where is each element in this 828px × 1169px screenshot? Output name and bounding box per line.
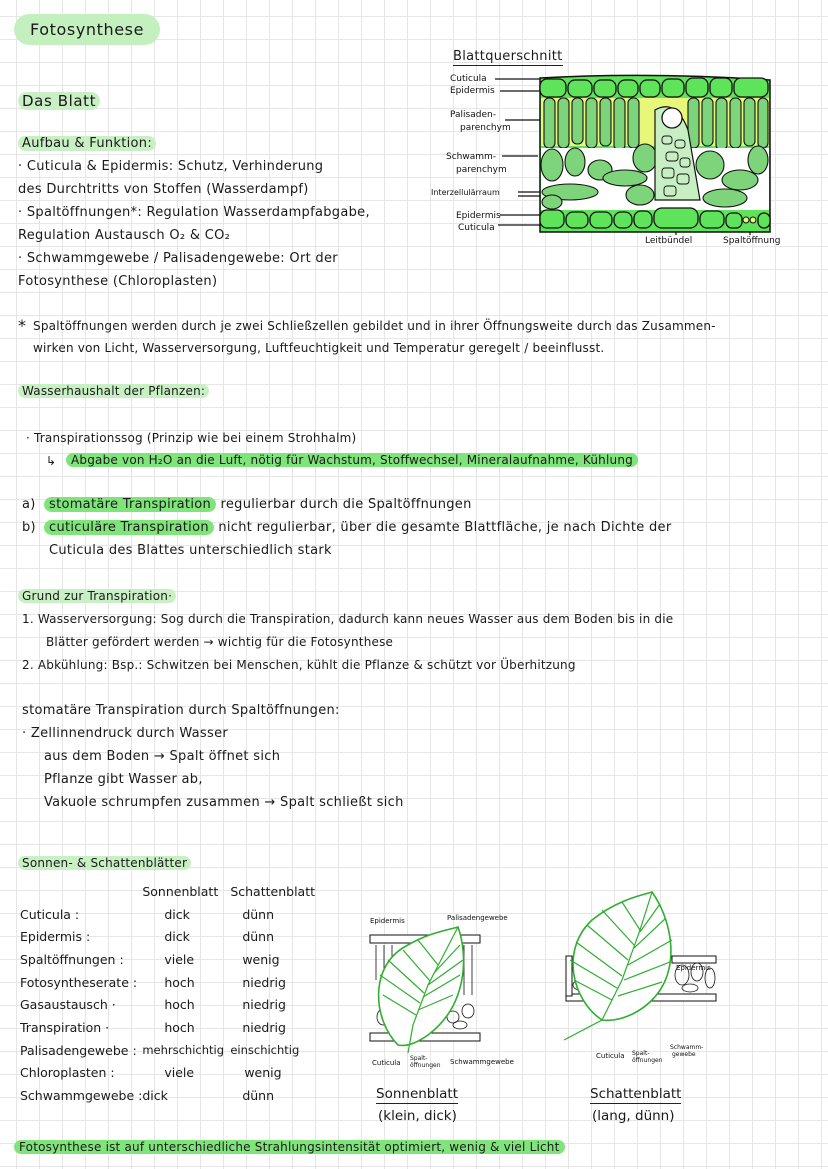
cell-schattenblatt: niedrig	[242, 997, 286, 1013]
table-header-row	[20, 880, 330, 903]
diagram-label: Palisaden-	[450, 110, 496, 120]
highlight-abgabe: Abgabe von H₂O an die Luft, nötig für Wachstum, Stoffwechsel, Mineralaufnahme, Kühlung	[66, 453, 638, 467]
diagram-label: Epidermis	[676, 964, 711, 972]
cell-sonnenblatt: mehrschichtig	[142, 1043, 225, 1058]
item-prefix-b: b)	[22, 520, 36, 535]
text-line: Blätter gefördert werden → wichtig für die Fotosynthese	[46, 635, 394, 649]
diagram-label: gewebe	[672, 1051, 696, 1058]
subheading-aufbau-funktion: Aufbau & Funktion:	[18, 136, 156, 151]
diagram-label: Epidermis	[456, 211, 501, 221]
diagram-label: öffnungen	[410, 1062, 441, 1069]
term-cuticulaere-transpiration: cuticuläre Transpiration	[44, 520, 214, 535]
cell-sonnenblatt: dick	[142, 1088, 168, 1104]
cell-schattenblatt: dünn	[242, 1088, 275, 1104]
row-label: Schwammgewebe :	[20, 1088, 143, 1104]
text-line: Pflanze gibt Wasser ab,	[44, 772, 203, 787]
cell-schattenblatt: niedrig	[242, 1019, 286, 1035]
row-label: Fotosyntheserate :	[20, 974, 138, 990]
shade-leaf-subcaption: (lang, dünn)	[592, 1108, 675, 1124]
section-heading-das-blatt: Das Blatt	[18, 92, 100, 110]
text-line: des Durchtritts von Stoffen (Wasserdampf)	[18, 182, 309, 197]
table-row	[20, 1062, 330, 1085]
cell-sonnenblatt: viele	[164, 951, 195, 967]
cell-sonnenblatt: hoch	[164, 1019, 195, 1035]
diagram-label: Schwamm-	[670, 1044, 704, 1051]
text-line: · Zellinnendruck durch Wasser	[22, 726, 229, 741]
cell-schattenblatt: niedrig	[242, 974, 286, 990]
diagram-label: Spaltöffnung	[723, 236, 781, 246]
table-row	[20, 971, 330, 994]
arrow-icon: ↳	[46, 454, 57, 468]
cell-sonnenblatt: viele	[164, 1065, 195, 1081]
diagram-label: Schwamm-	[446, 152, 497, 162]
diagram-label: Epidermis	[370, 917, 405, 925]
section-heading-stomata: stomatäre Transpiration durch Spaltöffnungen:	[22, 703, 340, 718]
row-label: Spaltöffnungen :	[20, 951, 124, 967]
row-label: Epidermis :	[20, 929, 91, 945]
diagram-label: Cuticula	[372, 1059, 401, 1067]
sun-leaf-subcaption: (klein, dick)	[378, 1108, 457, 1124]
diagram-label: öffnungen	[632, 1057, 663, 1064]
diagram-label: Leitbündel	[645, 236, 693, 246]
sun-leaf-caption: Sonnenblatt	[376, 1086, 458, 1102]
section-heading-wasserhaushalt: Wasserhaushalt der Pflanzen:	[18, 384, 209, 398]
cell-sonnenblatt: dick	[164, 929, 190, 945]
cell-schattenblatt: dünn	[242, 929, 275, 945]
text-line: Regulation Austausch O₂ & CO₂	[18, 228, 231, 243]
cell-sonnenblatt: hoch	[164, 997, 195, 1013]
diagram-label: Cuticula	[450, 74, 487, 84]
diagram-label: parenchym	[456, 165, 507, 175]
cell-schattenblatt: wenig	[242, 951, 280, 967]
row-label: Chloroplasten :	[20, 1065, 115, 1081]
row-label: Gasaustausch ·	[20, 997, 116, 1013]
table-row	[20, 993, 330, 1016]
item-prefix-a: a)	[22, 497, 36, 512]
table-header-cell	[20, 880, 142, 903]
cell-schattenblatt: dünn	[242, 906, 275, 922]
text-line: Fotosynthese (Chloroplasten)	[18, 274, 218, 289]
table-row	[20, 925, 330, 948]
text-line: Vakuole schrumpfen zusammen → Spalt schließt sich	[44, 795, 404, 810]
table-row	[20, 903, 330, 926]
cell-sonnenblatt: dick	[164, 906, 190, 922]
sun-leaf-diagram	[368, 925, 488, 1055]
table-header-cell: Schattenblatt	[230, 883, 316, 899]
text-line: 2. Abkühlung: Bsp.: Schwitzen bei Menschen, kühlt die Pflanze & schützt vor Überhitzung	[22, 658, 576, 672]
footnote-marker: *	[18, 316, 27, 335]
diagram-label: Cuticula	[458, 223, 495, 233]
section-heading-sonnen-schatten: Sonnen- & Schattenblätter	[18, 856, 191, 870]
shade-leaf-caption: Schattenblatt	[590, 1086, 682, 1102]
diagram-label: Spalt-	[632, 1050, 650, 1057]
diagram-label: Interzellulärraum	[431, 188, 500, 197]
table-row	[20, 948, 330, 971]
text-line: 1. Wasserversorgung: Sog durch die Transpiration, dadurch kann neues Wasser aus dem Boden bis in die	[22, 612, 674, 626]
text-line: nicht regulierbar, über die gesamte Blattfläche, je nach Dichte der	[213, 520, 672, 535]
text-line: aus dem Boden → Spalt öffnet sich	[44, 749, 281, 764]
table-row	[20, 1016, 330, 1039]
text-line: · Schwammgewebe / Palisadengewebe: Ort der	[18, 251, 338, 266]
text-line: · Spaltöffnungen*: Regulation Wasserdampfabgabe,	[18, 205, 370, 220]
footnote-line: Spaltöffnungen werden durch je zwei Schließzellen gebildet und in ihrer Öffnungsweite durch das Zusammen-	[33, 319, 716, 333]
diagram-label: Spalt-	[410, 1055, 428, 1062]
table-row	[20, 1039, 330, 1062]
page-title: Fotosynthese	[14, 14, 160, 45]
text-line: · Cuticula & Epidermis: Schutz, Verhinderung	[18, 159, 324, 174]
diagram-label: Cuticula	[596, 1052, 625, 1060]
diagram-label: Epidermis	[450, 86, 495, 96]
diagram-label: Schwammgewebe	[450, 1058, 514, 1066]
diagram-label: parenchym	[460, 123, 511, 133]
text-line: Cuticula des Blattes unterschiedlich stark	[49, 543, 332, 558]
row-label: Cuticula :	[20, 906, 80, 922]
cell-schattenblatt: einschichtig	[230, 1043, 300, 1058]
table-row	[20, 1084, 330, 1107]
section-heading-grund: Grund zur Transpiration·	[18, 589, 176, 603]
row-label: Palisadengewebe :	[20, 1042, 137, 1058]
conclusion-highlight: Fotosynthese ist auf unterschiedliche Strahlungsintensität optimiert, wenig & viel Licht	[14, 1140, 565, 1154]
cell-sonnenblatt: hoch	[164, 974, 195, 990]
footnote-line: wirken von Licht, Wasserversorgung, Luftfeuchtigkeit und Temperatur geregelt / beeinflusst.	[33, 341, 605, 355]
comparison-table	[20, 880, 330, 1107]
cell-schattenblatt: wenig	[244, 1065, 282, 1081]
term-stomataere-transpiration: stomatäre Transpiration	[44, 497, 216, 512]
diagram-title-blattquerschnitt: Blattquerschnitt	[453, 49, 563, 64]
row-label: Transpiration ·	[20, 1019, 110, 1035]
table-header-cell: Sonnenblatt	[142, 883, 219, 899]
bullet-transpirationssog: · Transpirationssog (Prinzip wie bei einem Strohhalm)	[26, 431, 357, 445]
shade-leaf-diagram	[562, 890, 722, 1050]
leaf-cross-section-diagram	[440, 70, 780, 240]
diagram-label: Palisadengewebe	[447, 914, 508, 922]
text-line: regulierbar durch die Spaltöffnungen	[216, 497, 472, 512]
